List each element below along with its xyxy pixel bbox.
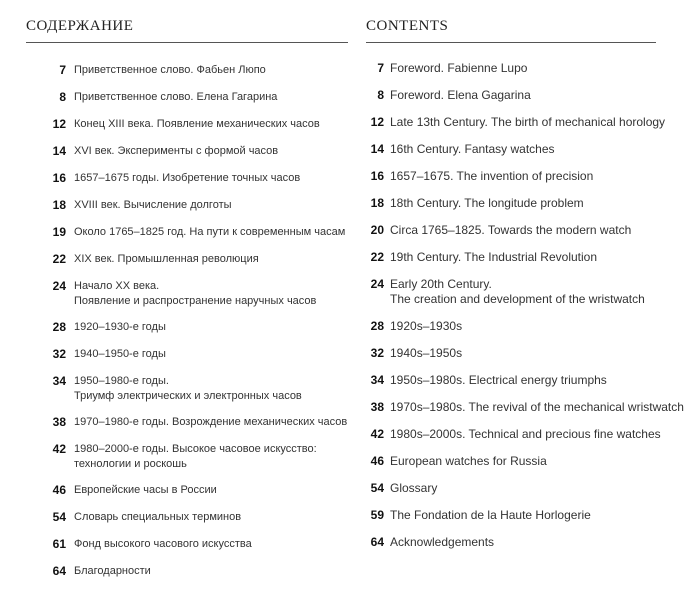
toc-page-number: 64 <box>370 535 384 549</box>
toc-entry-title <box>390 508 656 523</box>
toc-entry-title <box>390 346 656 361</box>
toc-entry-line: Конец XIII века. Появление механических часов <box>74 118 320 130</box>
toc-page-number: 7 <box>377 61 384 75</box>
toc-entry-title <box>390 535 656 550</box>
toc-entry-title <box>390 427 661 442</box>
toc-heading-russian: СОДЕРЖАНИЕ <box>26 18 134 34</box>
toc-entry-title <box>74 347 348 362</box>
toc-page-number: 46 <box>52 483 66 497</box>
toc-page-number: 61 <box>52 537 66 551</box>
toc-page-number: 54 <box>52 510 66 524</box>
heading-divider <box>26 42 348 43</box>
toc-entry-line: 1950–1980-е годы. <box>74 375 169 387</box>
toc-page-number: 54 <box>370 481 384 495</box>
toc-entry-line: Glossary <box>390 481 438 495</box>
toc-entry-line: 1980–2000-е годы. Высокое часовое искусство: <box>74 443 317 455</box>
toc-entry-line: The creation and development of the wristwatch <box>390 292 645 306</box>
toc-entry-line: XVI век. Эксперименты с формой часов <box>74 145 279 157</box>
toc-entry-line: 1940–1950-е годы <box>74 348 166 360</box>
toc-page-number: 16 <box>370 169 384 183</box>
toc-entry-line: XIX век. Промышленная революция <box>74 253 259 265</box>
toc-entry-title <box>390 61 656 76</box>
toc-entry-title <box>74 442 348 472</box>
toc-entry-line: 1970–1980-е годы. Возрождение механических часов <box>74 416 348 428</box>
toc-entry-title <box>390 223 656 238</box>
toc-entry-line: Foreword. Elena Gagarina <box>390 88 531 102</box>
toc-page-number: 59 <box>370 508 384 522</box>
toc-page-number: 28 <box>370 319 384 333</box>
toc-entry-title <box>74 510 348 525</box>
toc-page-number: 22 <box>52 252 66 266</box>
toc-page-number: 8 <box>59 90 66 104</box>
toc-heading-english: CONTENTS <box>366 18 449 34</box>
toc-entry-line: 1980s–2000s. Technical and precious fine watches <box>390 427 661 441</box>
toc-entry-title <box>74 374 348 404</box>
toc-page-number: 64 <box>52 564 66 578</box>
toc-page-number: 42 <box>370 427 384 441</box>
toc-entry-line: Приветственное слово. Елена Гагарина <box>74 91 278 103</box>
toc-entry-title <box>74 320 348 335</box>
toc-page-number: 14 <box>52 144 66 158</box>
toc-page-number: 42 <box>52 442 66 456</box>
toc-page-number: 16 <box>52 171 66 185</box>
toc-entry-line: European watches for Russia <box>390 454 547 468</box>
toc-entry-line: Late 13th Century. The birth of mechanical horology <box>390 115 666 129</box>
toc-entry-line: Европейские часы в России <box>74 484 217 496</box>
toc-entry-line: Фонд высокого часового искусства <box>74 538 252 550</box>
toc-entry-title <box>74 225 348 240</box>
toc-entry-title <box>390 250 656 265</box>
toc-page-number: 22 <box>370 250 384 264</box>
toc-entry-line: 19th Century. The Industrial Revolution <box>390 250 598 264</box>
toc-page-number: 38 <box>370 400 384 414</box>
toc-page-number: 24 <box>52 279 66 293</box>
toc-page-number: 28 <box>52 320 66 334</box>
toc-entry-title <box>74 144 348 159</box>
toc-entry-line: XVIII век. Вычисление долготы <box>74 199 232 211</box>
toc-entry-line: 1940s–1950s <box>390 346 463 360</box>
toc-entry-line: Триумф электрических и электронных часов <box>74 390 302 402</box>
toc-page-number: 19 <box>52 225 66 239</box>
toc-entry-title <box>74 564 348 579</box>
toc-entry-title <box>390 400 684 415</box>
toc-entry-line: технологии и роскошь <box>74 458 187 470</box>
toc-entry-line: Около 1765–1825 год. На пути к современным часам <box>74 226 346 238</box>
toc-page-number: 18 <box>370 196 384 210</box>
toc-entry-line: Благодарности <box>74 565 151 577</box>
toc-page-number: 34 <box>370 373 384 387</box>
toc-page-number: 34 <box>52 374 66 388</box>
toc-entry-line: 16th Century. Fantasy watches <box>390 142 555 156</box>
heading-divider <box>366 42 656 43</box>
toc-entry-title <box>390 196 656 211</box>
toc-entry-title <box>74 171 348 186</box>
toc-entry-title <box>390 319 656 334</box>
toc-entry-title <box>390 373 656 388</box>
toc-page-number: 7 <box>59 63 66 77</box>
toc-entry-line: Acknowledgements <box>390 535 495 549</box>
toc-page-number: 20 <box>370 223 384 237</box>
toc-entry-title <box>74 415 348 430</box>
toc-entry-line: Словарь специальных терминов <box>74 511 242 523</box>
toc-entry-title <box>74 198 348 213</box>
toc-entry-line: The Fondation de la Haute Horlogerie <box>390 508 591 522</box>
toc-page-number: 8 <box>377 88 384 102</box>
toc-page-number: 46 <box>370 454 384 468</box>
toc-entry-title <box>74 483 348 498</box>
toc-entry-line: Начало XX века. <box>74 280 160 292</box>
toc-entry-line: 1657–1675. The invention of precision <box>390 169 594 183</box>
toc-entry-title <box>74 117 348 132</box>
toc-entry-title <box>74 279 348 309</box>
toc-entry-line: Появление и распространение наручных часов <box>74 295 317 307</box>
toc-entry-line: 1950s–1980s. Electrical energy triumphs <box>390 373 607 387</box>
toc-page-number: 32 <box>370 346 384 360</box>
toc-page-number: 14 <box>370 142 384 156</box>
toc-entry-title <box>390 481 656 496</box>
toc-entry-line: Circa 1765–1825. Towards the modern watch <box>390 223 632 237</box>
toc-entry-title <box>390 277 656 307</box>
toc-entry-title <box>74 252 348 267</box>
toc-entry-title <box>390 454 656 469</box>
toc-entry-title <box>390 142 656 157</box>
toc-page-number: 32 <box>52 347 66 361</box>
toc-page-number: 12 <box>370 115 384 129</box>
toc-entry-title <box>390 88 656 103</box>
toc-entry-title <box>390 115 666 130</box>
toc-entry-line: Приветственное слово. Фабьен Люпо <box>74 64 266 76</box>
toc-entry-line: Early 20th Century. <box>390 277 492 291</box>
toc-entry-title <box>390 169 656 184</box>
toc-page-number: 38 <box>52 415 66 429</box>
toc-entry-title <box>74 63 348 78</box>
toc-entry-line: Foreword. Fabienne Lupo <box>390 61 528 75</box>
toc-entry-line: 18th Century. The longitude problem <box>390 196 584 210</box>
toc-page-number: 24 <box>370 277 384 291</box>
toc-entry-line: 1920–1930-е годы <box>74 321 166 333</box>
toc-entry-title <box>74 90 348 105</box>
toc-entry-title <box>74 537 348 552</box>
toc-entry-line: 1657–1675 годы. Изобретение точных часов <box>74 172 301 184</box>
toc-entry-line: 1970s–1980s. The revival of the mechanical wristwatch <box>390 400 684 414</box>
toc-page-number: 18 <box>52 198 66 212</box>
toc-page-number: 12 <box>52 117 66 131</box>
toc-entry-line: 1920s–1930s <box>390 319 463 333</box>
